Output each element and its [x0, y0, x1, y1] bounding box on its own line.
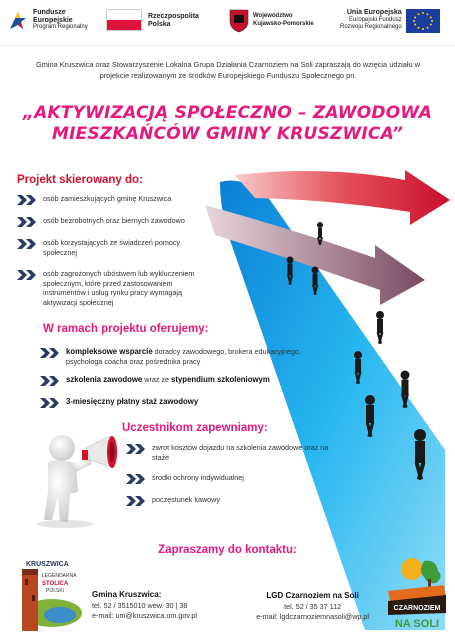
offer-bold: kompleksowe wsparcie	[66, 347, 153, 356]
polish-flag-icon	[106, 9, 142, 31]
chevron-right-icon	[17, 217, 43, 227]
list-item	[40, 347, 310, 375]
list-item	[17, 216, 257, 238]
contact-gmina-email[interactable]: e-mail: um@kruszwica.um.gov.pl	[92, 611, 198, 620]
pl-line2: Polska	[148, 20, 171, 28]
contact-gmina-phone: tel. 52 / 3515010 wew. 30 | 38	[92, 600, 188, 610]
list-item-text: zwrot kosztów dojazdu na szkolenia zawodowe oraz na staże	[152, 443, 329, 462]
megaphone-person-icon	[20, 420, 130, 530]
lgd-logo-line2: NA SOLI	[394, 618, 440, 630]
chevron-right-icon	[126, 474, 152, 484]
pl-line1: Rzeczpospolita	[148, 13, 199, 20]
list-item	[40, 397, 310, 417]
list-item	[126, 495, 356, 517]
list-item-text: środki ochrony indywidualnej	[152, 473, 244, 482]
coat-of-arms-icon	[229, 9, 249, 33]
intro-text: Gmina Kruszwica oraz Stowarzyszenie Lokalna Grupa Działania Czarnoziem na Soli zapraszają do wzięcia udziału w projekcie realizowanym ze środków Europejskiego Funduszu Społecznego pn.	[35, 60, 421, 80]
woj-line1: Województwo	[253, 13, 293, 19]
kruszwica-logo	[6, 555, 88, 637]
kruszwica-logo-line4: POLSKI	[46, 588, 65, 594]
unia-europejska-logo	[340, 9, 440, 33]
offer-bold: szkolenia zawodowe	[66, 375, 143, 384]
rzeczpospolita-polska-logo	[106, 9, 199, 31]
eu-line3: Rozwoju Regionalnego	[340, 24, 402, 30]
project-title	[0, 103, 455, 145]
offer-rest: doradcy zawodowego, brokera edukacyjnego, psychologa coacha oraz pośrednika pracy	[66, 347, 301, 366]
chevron-right-icon	[126, 496, 152, 506]
offer-list	[40, 347, 310, 417]
chevron-right-icon	[17, 239, 43, 249]
kruszwica-logo-line2: LEGENDARNA	[42, 573, 77, 579]
list-item-text: osób zamieszkujących gminę Kruszwica	[43, 194, 172, 203]
contact-gmina	[92, 590, 197, 622]
eu-flag-icon	[406, 9, 440, 33]
fe-line1: Fundusze	[33, 9, 66, 16]
target-list	[17, 194, 257, 313]
list-item	[17, 269, 257, 313]
eu-line1: Unia Europejska	[346, 9, 402, 16]
contact-heading: Zapraszamy do kontaktu:	[158, 544, 297, 556]
list-item	[17, 238, 257, 269]
contact-gmina-name: Gmina Kruszwica:	[92, 590, 162, 599]
list-item-text: poczęstunek kawowy	[152, 495, 220, 504]
logo-bar	[0, 0, 455, 46]
title-line1: „AKTYWIZACJĄ SPOŁECZNO – ZAWODOWA	[22, 103, 433, 123]
list-item-text	[66, 347, 306, 366]
chevron-right-icon	[126, 444, 152, 454]
offer-mid: wraz ze	[142, 375, 172, 384]
list-item-text	[66, 375, 310, 385]
fe-line2: Europejskie	[33, 16, 73, 24]
list-item	[126, 443, 356, 473]
czarnoziem-na-soli-logo	[384, 555, 450, 637]
chevron-right-icon	[40, 348, 66, 358]
lgd-logo-line1: CZARNOZIEM	[393, 605, 441, 612]
fundusze-europejskie-logo	[7, 9, 88, 32]
list-item-text: osób bezrobotnych oraz biernych zawodowo	[43, 216, 185, 225]
chevron-right-icon	[17, 195, 43, 205]
section-offer-heading: W ramach projektu oferujemy:	[43, 323, 209, 335]
woj-line2: Kujawsko-Pomorskie	[253, 20, 314, 27]
offer-bold2: stypendium szkoleniowym	[171, 375, 270, 384]
kruszwica-logo-line3: STOLICA	[42, 581, 69, 587]
kruszwica-logo-line1: KRUSZWICA	[26, 561, 69, 568]
title-line2: MIESZKAŃCÓW GMINY KRUSZWICA”	[51, 124, 404, 144]
offer-bold: 3-miesięczny płatny staż zawodowy	[66, 397, 199, 406]
list-item-text	[66, 397, 306, 407]
wojewodztwo-logo	[229, 9, 314, 33]
contact-lgd-email[interactable]: e-mail: lgdczarnoziemnasoli@wp.pl	[256, 612, 369, 621]
list-item-text: osób korzystających ze świadczeń pomocy społecznej	[43, 238, 181, 257]
eu-line2: Europejski Fundusz	[349, 16, 402, 23]
list-item	[40, 375, 310, 397]
list-item	[17, 194, 257, 216]
contact-lgd	[256, 591, 369, 623]
list-item	[126, 473, 356, 495]
section-target-heading: Projekt skierowany do:	[17, 174, 143, 186]
fe-star-icon	[7, 9, 29, 31]
chevron-right-icon	[17, 270, 43, 280]
contact-lgd-phone: tel. 52 / 35 37 112	[284, 601, 342, 611]
section-provide-heading: Uczestnikom zapewniamy:	[122, 422, 268, 434]
fe-line3: Program Regionalny	[33, 24, 88, 30]
chevron-right-icon	[40, 376, 66, 386]
contact-lgd-name: LGD Czarnoziem na Soli	[266, 591, 359, 600]
provide-list	[126, 443, 356, 517]
chevron-right-icon	[40, 398, 66, 408]
list-item-text: osób zagrożonych ubóstwem lub wykluczeniem społecznym, które przed zastosowaniem instrumentów i usług rynku pracy wymagają aktywizacji społecznej	[43, 269, 195, 307]
